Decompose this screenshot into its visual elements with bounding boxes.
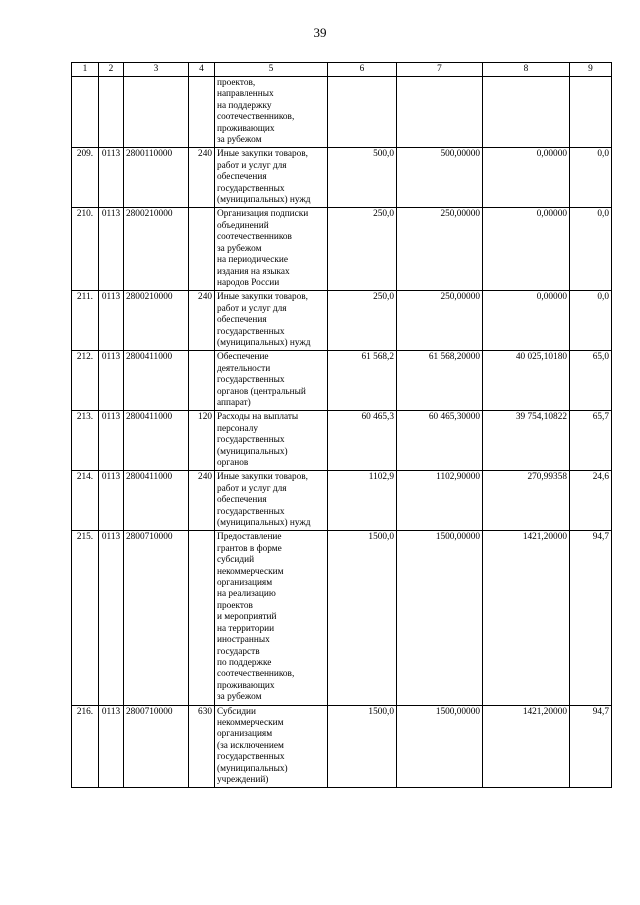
section-code: 0113	[99, 351, 124, 411]
item-name-line: на реализацию	[217, 589, 276, 600]
column-header-num: 1	[72, 63, 99, 77]
column-header-plan: 6	[328, 63, 397, 77]
expense-type-code	[189, 77, 215, 148]
plan-amount: 60 465,3	[328, 411, 397, 471]
item-name-line: на территории	[217, 623, 275, 634]
table-row	[72, 411, 612, 471]
column-header-expense-type: 4	[189, 63, 215, 77]
item-name-line: работ и услуг для	[217, 483, 287, 494]
item-name	[215, 411, 328, 471]
plan-amount: 500,0	[328, 148, 397, 208]
item-name-line: Расходы на выплаты	[217, 412, 299, 423]
item-name-line: работ и услуг для	[217, 303, 287, 314]
percent-executed: 0,0	[570, 208, 612, 291]
page-number: 39	[313, 25, 327, 40]
revised-amount: 1102,90000	[397, 471, 483, 531]
plan-amount: 250,0	[328, 208, 397, 291]
item-name-line: организациям	[217, 578, 273, 589]
item-name-line: за рубежом	[217, 135, 262, 146]
table-row	[72, 148, 612, 208]
table-row	[72, 351, 612, 411]
fact-amount: 1421,20000	[483, 531, 570, 705]
plan-amount: 1500,0	[328, 531, 397, 705]
revised-amount: 250,00000	[397, 208, 483, 291]
revised-amount: 250,00000	[397, 291, 483, 351]
section-code: 0113	[99, 208, 124, 291]
item-name-line: народов России	[217, 277, 280, 288]
table-row	[72, 705, 612, 788]
item-name-line: органов	[217, 458, 249, 468]
item-name-line: грантов в форме	[217, 543, 282, 554]
revised-amount: 1500,00000	[397, 705, 483, 788]
section-code	[99, 77, 124, 148]
item-name-line: аппарат)	[217, 397, 251, 408]
article-code: 2800411000	[124, 471, 189, 531]
percent-executed: 94,7	[570, 705, 612, 788]
column-header-section: 2	[99, 63, 124, 77]
column-header-article: 3	[124, 63, 189, 77]
expense-type-code: 630	[189, 705, 215, 788]
table-body	[72, 77, 612, 788]
fact-amount	[483, 77, 570, 148]
item-name-line: некоммерческим	[217, 566, 284, 577]
item-name	[215, 148, 328, 208]
row-number: 210.	[72, 208, 99, 291]
item-name-line: Иные закупки товаров,	[217, 292, 309, 303]
item-name-line: за рубежом	[217, 692, 262, 703]
section-code: 0113	[99, 531, 124, 705]
item-name	[215, 208, 328, 291]
item-name-line: государственных	[217, 752, 285, 763]
table-row	[72, 531, 612, 705]
item-name-line: иностранных	[217, 635, 270, 646]
item-name-line: государственных	[217, 506, 285, 517]
item-name-line: соотечественников	[217, 232, 292, 243]
plan-amount: 1500,0	[328, 705, 397, 788]
expense-type-code: 240	[189, 148, 215, 208]
plan-amount: 61 568,2	[328, 351, 397, 411]
fact-amount: 270,99358	[483, 471, 570, 531]
percent-executed: 24,6	[570, 471, 612, 531]
budget-table	[71, 62, 612, 788]
fact-amount: 40 025,10180	[483, 351, 570, 411]
row-number: 212.	[72, 351, 99, 411]
item-name-line: Субсидии	[217, 706, 257, 717]
item-name-line: деятельности	[217, 363, 271, 374]
item-name-line: (муниципальных) нужд	[217, 195, 311, 206]
item-name-line: (муниципальных) нужд	[217, 518, 311, 529]
revised-amount: 61 568,20000	[397, 351, 483, 411]
revised-amount: 500,00000	[397, 148, 483, 208]
plan-amount	[328, 77, 397, 148]
fact-amount: 0,00000	[483, 148, 570, 208]
item-name-line: Иные закупки товаров,	[217, 472, 309, 483]
item-name-line: издания на языках	[217, 266, 290, 277]
percent-executed: 94,7	[570, 531, 612, 705]
item-name-line: проектов	[217, 600, 253, 611]
expense-type-code: 240	[189, 471, 215, 531]
article-code: 2800210000	[124, 208, 189, 291]
item-name-line: Обеспечение	[217, 352, 269, 363]
table-row	[72, 291, 612, 351]
item-name-line: государственных	[217, 435, 285, 446]
item-name-line: за рубежом	[217, 243, 262, 254]
plan-amount: 250,0	[328, 291, 397, 351]
item-name	[215, 531, 328, 705]
fact-amount: 0,00000	[483, 291, 570, 351]
item-name-line: проживающих	[217, 680, 275, 691]
column-header-fact: 8	[483, 63, 570, 77]
article-code: 2800710000	[124, 705, 189, 788]
item-name-line: Организация подписки	[217, 209, 309, 220]
item-name-line: (муниципальных)	[217, 763, 288, 774]
row-number: 216.	[72, 705, 99, 788]
item-name-line: некоммерческим	[217, 717, 284, 728]
row-number: 213.	[72, 411, 99, 471]
table-row	[72, 77, 612, 148]
column-header-name: 5	[215, 63, 328, 77]
expense-type-code	[189, 531, 215, 705]
item-name-line: работ и услуг для	[217, 160, 287, 171]
expense-type-code	[189, 351, 215, 411]
section-code: 0113	[99, 705, 124, 788]
item-name-line: Предоставление	[217, 532, 282, 543]
expense-type-code: 120	[189, 411, 215, 471]
item-name-line: государственных	[217, 183, 285, 194]
section-code: 0113	[99, 471, 124, 531]
item-name-line: обеспечения	[217, 495, 267, 506]
item-name-line: на периодические	[217, 255, 289, 266]
article-code	[124, 77, 189, 148]
item-name-line: (муниципальных) нужд	[217, 337, 311, 348]
article-code: 2800210000	[124, 291, 189, 351]
item-name-line: направленных	[217, 89, 274, 100]
percent-executed: 65,0	[570, 351, 612, 411]
item-name-line: (муниципальных)	[217, 446, 288, 457]
item-name	[215, 291, 328, 351]
article-code: 2800411000	[124, 351, 189, 411]
item-name-line: персоналу	[217, 423, 258, 434]
item-name-line: соотечественников,	[217, 669, 295, 680]
item-name-line: государственных	[217, 326, 285, 337]
plan-amount: 1102,9	[328, 471, 397, 531]
item-name-line: на поддержку	[217, 100, 272, 111]
fact-amount: 39 754,10822	[483, 411, 570, 471]
item-name	[215, 351, 328, 411]
percent-executed	[570, 77, 612, 148]
item-name-line: государственных	[217, 375, 285, 386]
item-name	[215, 471, 328, 531]
percent-executed: 0,0	[570, 291, 612, 351]
row-number: 214.	[72, 471, 99, 531]
expense-type-code	[189, 208, 215, 291]
item-name-line: проживающих	[217, 123, 275, 134]
article-code: 2800110000	[124, 148, 189, 208]
item-name-line: и мероприятий	[217, 612, 277, 623]
section-code: 0113	[99, 411, 124, 471]
row-number: 209.	[72, 148, 99, 208]
table-row	[72, 471, 612, 531]
item-name-line: по поддержке	[217, 657, 272, 668]
header-row	[72, 63, 612, 77]
table-row	[72, 208, 612, 291]
expense-type-code: 240	[189, 291, 215, 351]
article-code: 2800710000	[124, 531, 189, 705]
fact-amount: 1421,20000	[483, 705, 570, 788]
row-number	[72, 77, 99, 148]
item-name-line: государств	[217, 646, 260, 657]
article-code: 2800411000	[124, 411, 189, 471]
item-name-line: проектов,	[217, 78, 256, 88]
item-name-line: органов (центральный	[217, 386, 306, 397]
percent-executed: 65,7	[570, 411, 612, 471]
section-code: 0113	[99, 291, 124, 351]
section-code: 0113	[99, 148, 124, 208]
row-number: 215.	[72, 531, 99, 705]
item-name-line: (за исключением	[217, 740, 284, 751]
item-name-line: обеспечения	[217, 315, 267, 326]
revised-amount: 1500,00000	[397, 531, 483, 705]
item-name-line: обеспечения	[217, 172, 267, 183]
item-name	[215, 705, 328, 788]
item-name-line: объединений	[217, 220, 269, 231]
revised-amount	[397, 77, 483, 148]
item-name	[215, 77, 328, 148]
row-number: 211.	[72, 291, 99, 351]
item-name-line: учреждений)	[217, 774, 269, 785]
item-name-line: субсидий	[217, 555, 255, 566]
column-header-percent: 9	[570, 63, 612, 77]
item-name-line: соотечественников,	[217, 112, 295, 123]
item-name-line: Иные закупки товаров,	[217, 149, 309, 160]
column-header-revised: 7	[397, 63, 483, 77]
percent-executed: 0,0	[570, 148, 612, 208]
fact-amount: 0,00000	[483, 208, 570, 291]
item-name-line: организациям	[217, 729, 273, 740]
revised-amount: 60 465,30000	[397, 411, 483, 471]
